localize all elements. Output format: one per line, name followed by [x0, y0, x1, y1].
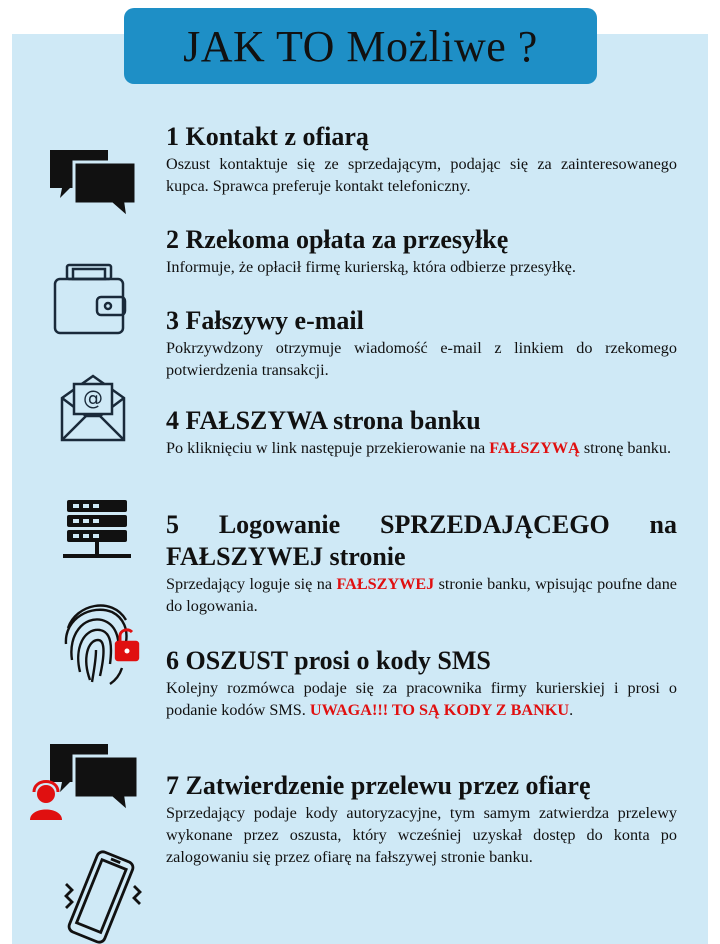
step-4-text-before: Po kliknięciu w link następuje przekierowanie na	[166, 439, 490, 457]
step-6	[166, 645, 677, 721]
step-4	[166, 405, 677, 459]
step-1-heading: 1 Kontakt z ofiarą	[166, 122, 369, 151]
speech-bubbles-icon	[48, 148, 138, 220]
step-6-heading: 6 OSZUST prosi o kody SMS	[166, 646, 491, 675]
svg-text:@: @	[83, 386, 103, 410]
step-5-text	[166, 573, 677, 617]
step-3-heading: 3 Fałszywy e-mail	[166, 306, 364, 335]
step-6-text-before: Kolejny rozmówca podaje się za pracownika firmy kurierskiej i prosi o podanie kodów SMS.	[166, 679, 677, 719]
step-6-text-after: .	[569, 701, 574, 719]
chat-agent-icon	[28, 742, 140, 820]
server-icon	[63, 498, 131, 562]
step-5-heading: 5 Logowanie SPRZEDAJĄCEGO na FAŁSZYWEJ stronie	[166, 510, 677, 571]
step-4-text-after: stronę banku.	[579, 439, 672, 457]
step-2-text: Informuje, że opłacił firmę kurierską, która odbierze przesyłkę.	[166, 258, 576, 276]
step-4-warning: FAŁSZYWĄ	[489, 439, 580, 457]
step-6-text	[166, 677, 677, 721]
step-5-warning: FAŁSZYWEJ	[336, 575, 435, 593]
step-7	[166, 770, 677, 868]
step-5-text-before: Sprzedający loguje się na	[166, 575, 337, 593]
step-7-heading: 7 Zatwierdzenie przelewu przez ofiarę	[166, 771, 591, 800]
fingerprint-lock-icon	[62, 598, 140, 686]
page-title: JAK TO Możliwe ?	[183, 21, 538, 71]
step-2	[166, 224, 677, 278]
wallet-icon	[53, 263, 129, 335]
email-envelope-icon	[60, 372, 126, 442]
step-1	[166, 121, 677, 197]
step-2-heading: 2 Rzekoma opłata za przesyłkę	[166, 225, 509, 254]
title-banner	[124, 8, 597, 84]
step-4-text	[166, 437, 677, 459]
step-3-text: Pokrzywdzony otrzymuje wiadomość e-mail z linkiem do rzekomego potwierdzenia transakcji.	[166, 339, 677, 379]
step-5-text-after: stronie banku, wpisując poufne dane do logowania.	[166, 575, 677, 615]
step-4-heading: 4 FAŁSZYWA strona banku	[166, 406, 481, 435]
step-3	[166, 305, 677, 381]
step-1-text: Oszust kontaktuje się ze sprzedającym, podając się za zainteresowanego kupca. Sprawca preferuje kontakt telefoniczny.	[166, 155, 677, 195]
step-7-text: Sprzedający podaje kody autoryzacyjne, tym samym zatwierdza przelewy wykonane przez oszusta, który wcześniej uzyskał dostęp do konta po zalogowaniu się przez ofiarę na fałszywej stronie banku.	[166, 804, 677, 866]
vibrating-phone-icon	[58, 850, 144, 944]
step-6-warning: UWAGA!!! TO SĄ KODY Z BANKU	[309, 701, 570, 719]
step-5	[166, 509, 677, 617]
